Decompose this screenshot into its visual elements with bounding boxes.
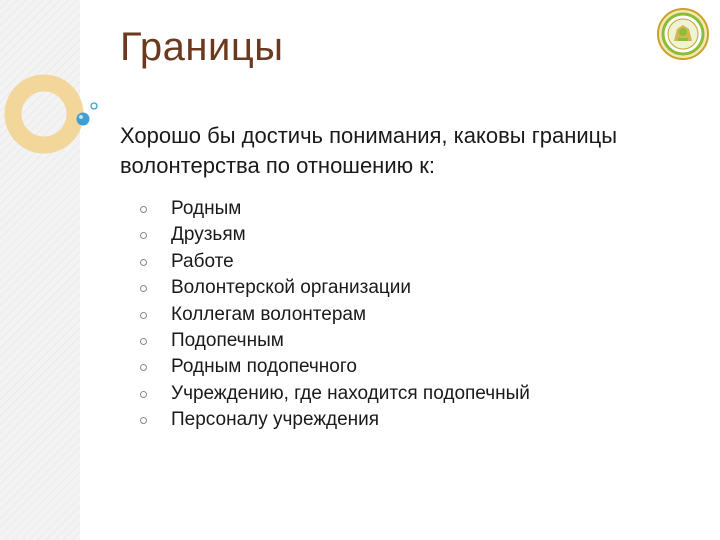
slide-title: Границы <box>120 25 284 69</box>
bullet-icon <box>140 417 147 424</box>
bullet-icon <box>140 338 147 345</box>
bullet-icon <box>140 206 147 213</box>
intro-text: Хорошо бы достичь понимания, каковы границы волонтерства по отношению к: <box>120 123 618 178</box>
bullet-icon <box>140 312 147 319</box>
bullet-icon <box>140 232 147 239</box>
emblem-logo-icon <box>657 8 709 60</box>
bullet-icon <box>140 364 147 371</box>
ring-decoration-icon <box>2 70 102 170</box>
bullet-icon <box>140 285 147 292</box>
bullet-icon <box>140 259 147 266</box>
bullet-icon <box>140 391 147 398</box>
